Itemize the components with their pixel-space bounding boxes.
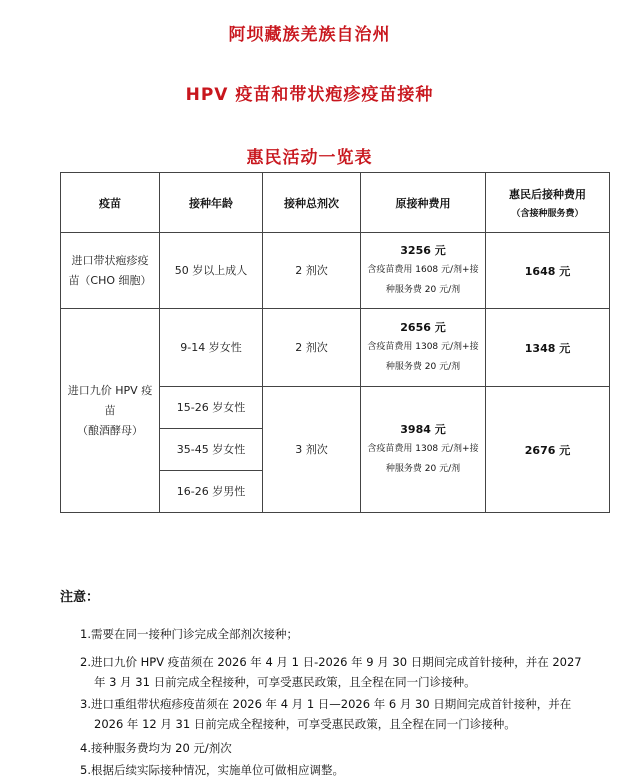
cell-hpv-a-doses: 2 剂次 <box>263 309 361 387</box>
table-header-row <box>61 173 610 233</box>
hpv-a-fee-total: 2656 元 <box>400 320 446 334</box>
cell-hpv-b-age-1: 15-26 岁女性 <box>160 387 263 429</box>
note-2 <box>80 652 615 692</box>
cell-shingles-age: 50 岁以上成人 <box>160 233 263 309</box>
header-discount-fee <box>486 173 610 233</box>
table-row-hpv-a <box>61 309 610 387</box>
title-region: 阿坝藏族羌族自治州 <box>228 25 391 45</box>
cell-hpv-a-discount: 1348 元 <box>486 309 610 387</box>
cell-hpv-b-age-3: 16-26 岁男性 <box>160 471 263 513</box>
cell-hpv-a-age: 9-14 岁女性 <box>160 309 263 387</box>
cell-hpv-a-original-fee <box>361 309 486 387</box>
cell-shingles-discount: 1648 元 <box>486 233 610 309</box>
note-3-line1: 3.进口重组带状疱疹疫苗须在 2026 年 4 月 1 日—2026 年 6 月 30 日期间完成首针接种，并在 <box>80 697 572 711</box>
header-vaccine: 疫苗 <box>61 173 160 233</box>
hpv-a-fee-detail-line1: 含疫苗费用 1308 元/剂+接 <box>367 341 479 352</box>
note-3 <box>80 694 615 734</box>
note-2-line2: 年 3 月 31 日前完成全程接种，可享受惠民政策，且全程在同一门诊接种。 <box>94 675 476 689</box>
header-original-fee: 原接种费用 <box>361 173 486 233</box>
cell-shingles-doses: 2 剂次 <box>263 233 361 309</box>
header-age: 接种年龄 <box>160 173 263 233</box>
hpv-b-fee-detail-line2: 种服务费 20 元/剂 <box>385 463 461 474</box>
cell-shingles-vaccine <box>61 233 160 309</box>
hpv-vaccine-line2: （酿酒酵母） <box>77 423 143 437</box>
note-4: 4.接种服务费均为 20 元/剂次 <box>80 741 232 755</box>
cell-hpv-vaccine <box>61 309 160 513</box>
shingles-vaccine-line2: 苗（CHO 细胞） <box>68 273 152 287</box>
note-3-line2: 2026 年 12 月 31 日前完成全程接种，可享受惠民政策，且全程在同一门诊接种。 <box>94 717 516 731</box>
cell-hpv-b-original-fee <box>361 387 486 513</box>
cell-shingles-original-fee <box>361 233 486 309</box>
header-discount-fee-note: （含接种服务费） <box>511 209 584 219</box>
shingles-fee-detail-line1: 含疫苗费用 1608 元/剂+接 <box>367 264 479 275</box>
table-row-shingles <box>61 233 610 309</box>
header-doses: 接种总剂次 <box>263 173 361 233</box>
hpv-vaccine-line1: 进口九价 HPV 疫苗 <box>67 383 153 417</box>
header-discount-fee-label: 惠民后接种费用 <box>509 188 586 201</box>
cell-hpv-b-age-2: 35-45 岁女性 <box>160 429 263 471</box>
cell-hpv-b-discount: 2676 元 <box>486 387 610 513</box>
vaccine-price-table <box>60 172 610 513</box>
shingles-fee-total: 3256 元 <box>400 243 446 257</box>
hpv-b-fee-total: 3984 元 <box>400 422 446 436</box>
title-campaign: HPV 疫苗和带状疱疹疫苗接种 <box>185 85 434 105</box>
note-2-line1: 2.进口九价 HPV 疫苗须在 2026 年 4 月 1 日-2026 年 9 月 30 日期间完成首针接种，并在 2027 <box>80 655 582 669</box>
notes-title: 注意： <box>60 590 100 605</box>
note-1: 1.需要在同一接种门诊完成全部剂次接种； <box>80 627 298 641</box>
shingles-vaccine-line1: 进口带状疱疹疫 <box>71 253 149 267</box>
shingles-fee-detail-line2: 种服务费 20 元/剂 <box>385 284 461 295</box>
hpv-a-fee-detail-line2: 种服务费 20 元/剂 <box>385 361 461 372</box>
note-5: 5.根据后续实际接种情况，实施单位可做相应调整。 <box>80 763 344 777</box>
hpv-b-fee-detail-line1: 含疫苗费用 1308 元/剂+接 <box>367 443 479 454</box>
cell-hpv-b-doses: 3 剂次 <box>263 387 361 513</box>
title-table: 惠民活动一览表 <box>246 148 373 168</box>
